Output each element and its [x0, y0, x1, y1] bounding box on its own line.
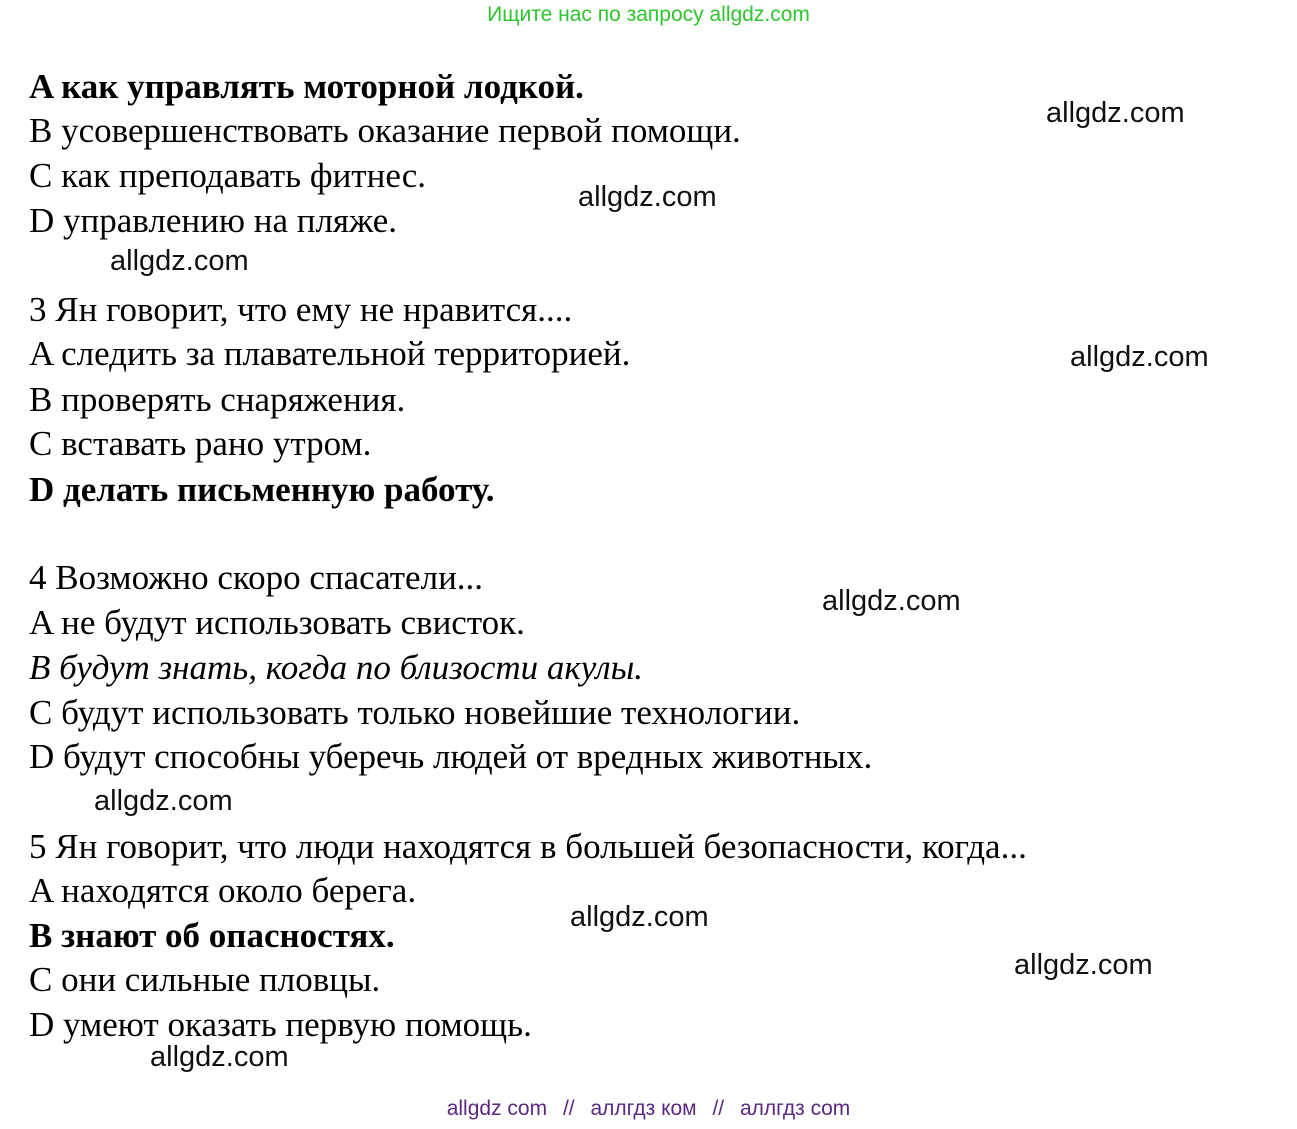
- q3-option-d-correct: D делать письменную работу.: [29, 470, 495, 509]
- watermark: allgdz.com: [110, 245, 249, 277]
- watermark: allgdz.com: [578, 181, 717, 213]
- watermark: allgdz.com: [822, 585, 961, 617]
- watermark: allgdz.com: [94, 785, 233, 817]
- q3-option-a: A следить за плавательной территорией.: [29, 334, 631, 373]
- q3-option-c: C вставать рано утром.: [29, 424, 372, 463]
- q5-prompt: 5 Ян говорит, что люди находятся в большей безопасности, когда...: [29, 827, 1027, 866]
- watermark: allgdz.com: [1070, 341, 1209, 373]
- q2-option-c: C как преподавать фитнес.: [29, 156, 427, 195]
- header-banner: Ищите нас по запросу allgdz.com: [487, 3, 810, 26]
- q5-option-d: D умеют оказать первую помощь.: [29, 1005, 532, 1044]
- q4-option-d: D будут способны уберечь людей от вредных животных.: [29, 737, 873, 776]
- footer-link-allgdz[interactable]: allgdz com: [446, 1097, 548, 1120]
- q3-prompt: 3 Ян говорит, что ему не нравится....: [29, 290, 573, 329]
- watermark: allgdz.com: [570, 901, 709, 933]
- footer-links: [0, 1097, 1297, 1121]
- footer-separator: //: [562, 1097, 575, 1120]
- q5-option-c: C они сильные пловцы.: [29, 960, 381, 999]
- q4-option-c: C будут использовать только новейшие технологии.: [29, 693, 801, 732]
- footer-link-allgdz-mixed[interactable]: аллгдз com: [739, 1097, 851, 1120]
- watermark: allgdz.com: [1014, 949, 1153, 981]
- q4-option-a: A не будут использовать свисток.: [29, 603, 525, 642]
- q5-option-b-correct: B знают об опасностях.: [29, 916, 395, 955]
- q4-prompt: 4 Возможно скоро спасатели...: [29, 558, 484, 597]
- footer-separator: //: [712, 1097, 725, 1120]
- q2-option-a-correct: A как управлять моторной лодкой.: [29, 67, 584, 106]
- q2-option-b: B усовершенствовать оказание первой помощи.: [29, 111, 741, 150]
- watermark: allgdz.com: [150, 1041, 289, 1073]
- q4-option-b-correct: B будут знать, когда по близости акулы.: [29, 648, 644, 687]
- q5-option-a: A находятся около берега.: [29, 871, 417, 910]
- watermark: allgdz.com: [1046, 97, 1185, 129]
- q2-option-d: D управлению на пляже.: [29, 201, 398, 240]
- q3-option-b: B проверять снаряжения.: [29, 380, 406, 419]
- footer-link-allgdz-cyr[interactable]: аллгдз ком: [590, 1097, 697, 1120]
